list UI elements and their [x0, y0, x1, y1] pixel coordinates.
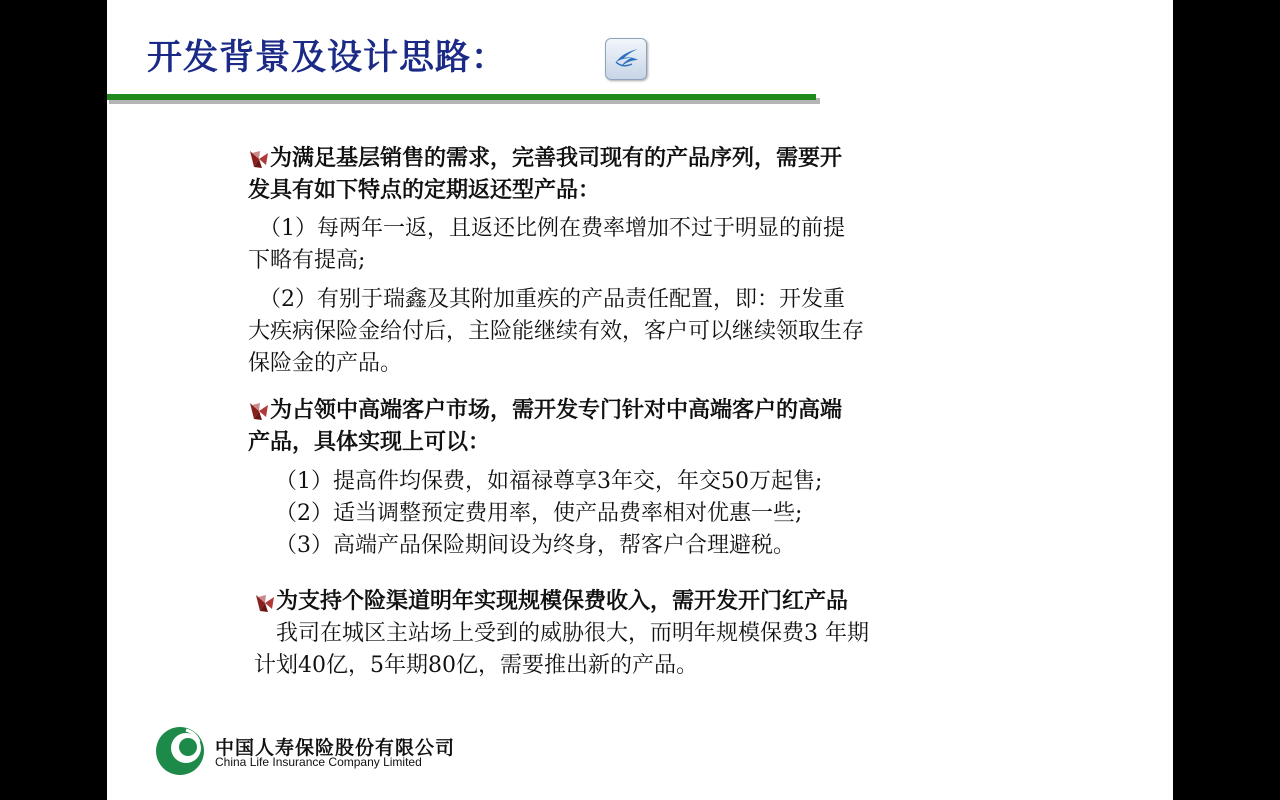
paragraph-line: （1）每两年一返，且返还比例在费率增加不过于明显的前提 [248, 216, 845, 241]
section-1-heading [248, 143, 842, 207]
list-item: （1）提高件均保费，如福禄尊享3年交，年交50万起售; [275, 469, 823, 494]
section-3-heading-line-1: 为支持个险渠道明年实现规模保费收入，需开发开门红产品 [254, 589, 849, 614]
page-title: 开发背景及设计思路： [147, 38, 508, 78]
section-2-list [275, 466, 822, 562]
company-name-english: China Life Insurance Company Limited [215, 755, 422, 769]
title-rule [107, 94, 816, 100]
paragraph-line: 下略有提高; [248, 248, 366, 273]
section-1-paragraph-2 [248, 284, 864, 380]
section-1-heading-line-1: 为满足基层销售的需求，完善我司现有的产品序列，需要开 [248, 146, 843, 171]
paragraph-line: 保险金的产品。 [248, 351, 403, 376]
section-1-paragraph-1 [248, 213, 845, 277]
section-2-heading [248, 395, 842, 459]
paragraph-line: 大疾病保险金给付后，主险能继续有效，客户可以继续领取生存 [248, 319, 865, 344]
paragraph-line: （2）有别于瑞鑫及其附加重疾的产品责任配置，即：开发重 [248, 287, 845, 312]
section-2-heading-line-1: 为占领中高端客户市场，需开发专门针对中高端客户的高端 [248, 398, 843, 423]
list-item: （2）适当调整预定费用率，使产品费率相对优惠一些; [275, 501, 803, 526]
paragraph-line: 计划40亿，5年期80亿，需要推出新的产品。 [254, 653, 698, 678]
section-3-paragraph [254, 618, 869, 682]
china-life-logo-icon [153, 724, 207, 778]
list-item: （3）高端产品保险期间设为终身，帮客户合理避税。 [275, 533, 795, 558]
slide [107, 0, 1173, 800]
bird-logo-icon[interactable] [605, 38, 647, 80]
company-name-chinese: 中国人寿保险股份有限公司 [215, 737, 456, 759]
section-1-heading-line-2: 发具有如下特点的定期返还型产品： [248, 178, 601, 203]
section-2-heading-line-2: 产品，具体实现上可以： [248, 430, 491, 455]
paragraph-line: 我司在城区主站场上受到的威胁很大，而明年规模保费3 年期 [254, 621, 869, 646]
section-3-heading [254, 586, 848, 618]
